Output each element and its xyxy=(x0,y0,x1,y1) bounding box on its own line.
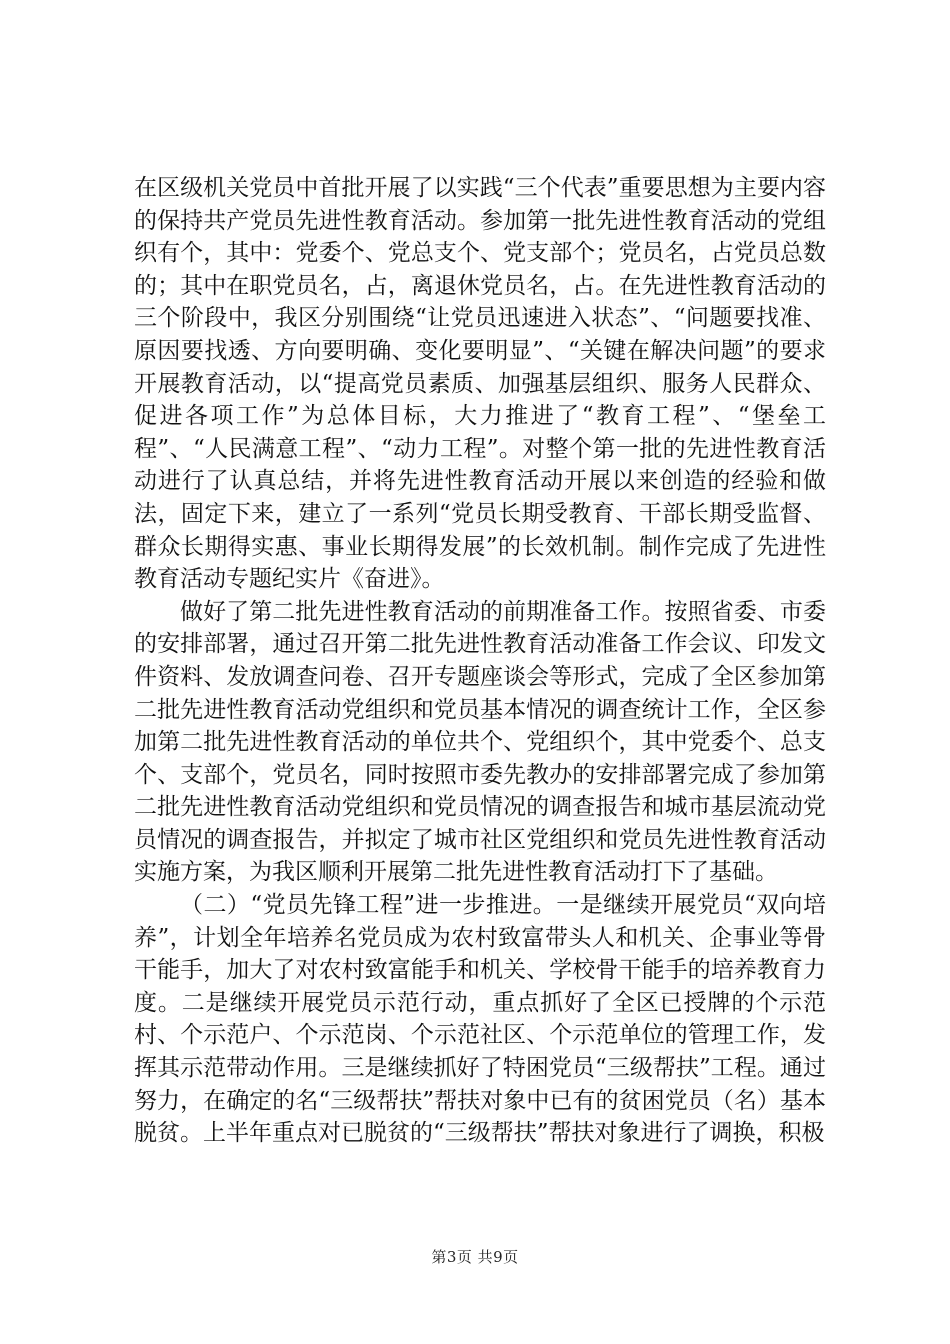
page-number-footer: 第3页 共9页 xyxy=(431,1248,519,1266)
document-body xyxy=(134,172,826,1150)
paragraph-2: 做好了第二批先进性教育活动的前期准备工作。按照省委、市委的安排部署，通过召开第二批先进性教育活动准备工作会议、印发文件资料、发放调查问卷、召开专题座谈会等形式，完成了全区参加第二批先进性教育活动党组织和党员基本情况的调查统计工作，全区参加第二批先进性教育活动的单位共个、党组织个，其中党委个、总支个、支部个，党员名，同时按照市委先教办的安排部署完成了参加第二批先进性教育活动党组织和党员情况的调查报告和城市基层流动党员情况的调查报告，并拟定了城市社区党组织和党员先进性教育活动实施方案，为我区顺利开展第二批先进性教育活动打下了基础。 xyxy=(134,598,826,886)
paragraph-3: （二）“党员先锋工程”进一步推进。一是继续开展党员“双向培养”，计划全年培养名党员成为农村致富带头人和机关、企事业等骨干能手，加大了对农村致富能手和机关、学校骨干能手的培养教育力度。二是继续开展党员示范行动，重点抓好了全区已授牌的个示范村、个示范户、个示范岗、个示范社区、个示范单位的管理工作，发挥其示范带动作用。三是继续抓好了特困党员“三级帮扶”工程。通过努力，在确定的名“三级帮扶”帮扶对象中已有的贫困党员（名）基本脱贫。上半年重点对已脱贫的“三级帮扶”帮扶对象进行了调换，积极 xyxy=(134,892,826,1147)
paragraph-1: 在区级机关党员中首批开展了以实践“三个代表”重要思想为主要内容的保持共产党员先进性教育活动。参加第一批先进性教育活动的党组织有个，其中：党委个、党总支个、党支部个；党员名，占党员总数的；其中在职党员名，占，离退休党员名，占。在先进性教育活动的三个阶段中，我区分别围绕“让党员迅速进入状态”、“问题要找准、原因要找透、方向要明确、变化要明显”、“关键在解决问题”的要求开展教育活动，以“提高党员素质、加强基层组织、服务人民群众、促进各项工作”为总体目标，大力推进了“教育工程”、“堡垒工程”、“人民满意工程”、“动力工程”。对整个第一批的先进性教育活动进行了认真总结，并将先进性教育活动开展以来创造的经验和做法，固定下来，建立了一系列“党员长期受教育、干部长期受监督、群众长期得实惠、事业长期得发展”的长效机制。制作完成了先进性教育活动专题纪实片《奋进》。 xyxy=(134,175,826,593)
